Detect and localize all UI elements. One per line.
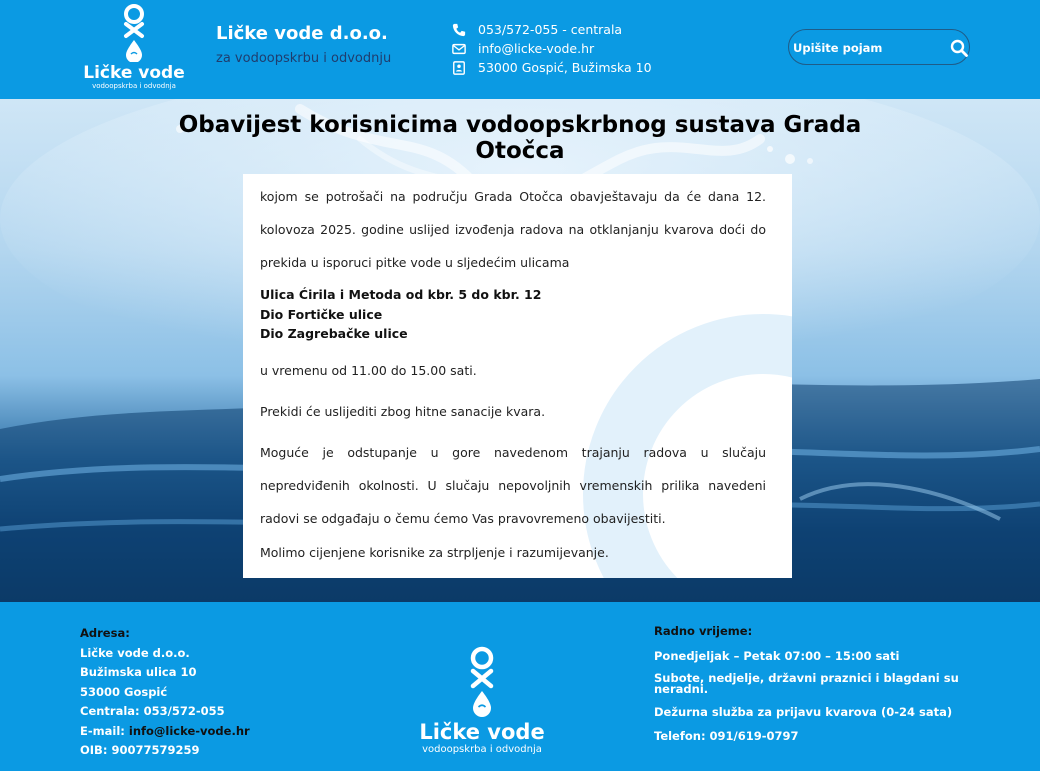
contact-email-text: info@licke-vode.hr <box>478 41 595 56</box>
address-card-icon <box>452 61 466 75</box>
brand-title: Ličke vode d.o.o. <box>216 23 388 44</box>
footer-oib <box>80 741 250 761</box>
phone-icon <box>452 23 466 37</box>
footer-duty: Dežurna služba za prijavu kvarova (0-24 sata) <box>654 705 953 719</box>
footer-phone <box>80 702 250 722</box>
footer-oib-value: 90077579259 <box>111 743 200 757</box>
footer-phone-value[interactable]: 053/572-055 <box>143 704 225 718</box>
footer-address <box>80 624 250 761</box>
contact-address-text: 53000 Gospić, Bužimska 10 <box>478 60 652 75</box>
contact-phone-text: 053/572-055 - centrala <box>478 22 623 37</box>
footer-logo[interactable] <box>402 644 562 755</box>
page-title: Obavijest korisnicima vodoopskrbnog sustava Grada Otočca <box>178 112 862 164</box>
notice-reason: Prekidi će uslijediti zbog hitne sanacije kvara. <box>260 404 546 419</box>
footer-email-link[interactable]: info@licke-vode.hr <box>128 723 250 738</box>
notice-deviation: Moguće je odstupanje u gore navedenom trajanju radova u slučaju nepredviđenih okolnosti. U slučaju nepovoljnih vremenskih prilika navedeni radovi se odgađaju o čemu ćemo Vas pravovremeno obavijestiti. <box>260 445 766 526</box>
contact-address <box>452 58 652 77</box>
footer-city: 53000 Gospić <box>80 684 168 699</box>
footer-logo-name: Ličke vode <box>419 720 545 744</box>
search-input[interactable] <box>793 38 943 58</box>
list-item: Dio Fortičke ulice <box>260 306 383 322</box>
contact-phone[interactable] <box>452 20 652 39</box>
logo-name: Ličke vode <box>83 63 185 83</box>
search-icon[interactable] <box>950 39 968 57</box>
footer-hours <box>654 624 974 743</box>
notice-card <box>243 174 792 578</box>
contact-email[interactable] <box>452 39 652 58</box>
water-drop-logo-icon <box>114 2 154 62</box>
header-contacts <box>452 20 652 77</box>
site-footer <box>0 602 1040 771</box>
footer-street: Bužimska ulica 10 <box>80 665 197 679</box>
logo-subtitle: vodoopskrba i odvodnja <box>92 82 176 90</box>
footer-weekend: Subote, nedjelje, državni praznici i blagdani su neradni. <box>654 671 959 696</box>
water-drop-logo-icon <box>462 644 502 718</box>
footer-company: Ličke vode d.o.o. <box>80 645 190 660</box>
site-header <box>0 0 1040 99</box>
notice-intro: kojom se potrošači na području Grada Otočca obavještavaju da će dana 12. kolovoza 2025. godine uslijed izvođenja radova na otklanjanju kvarova doći do prekida u isporuci pitke vode u sljedećim ulicama <box>260 189 766 270</box>
footer-duty-phone[interactable]: Telefon: 091/619-0797 <box>654 729 799 743</box>
footer-logo-subtitle: vodoopskrba i odvodnja <box>422 744 542 755</box>
search-box <box>788 29 970 65</box>
street-list <box>260 285 541 344</box>
footer-address-heading: Adresa: <box>80 626 130 640</box>
envelope-icon <box>452 42 466 56</box>
footer-oib-label: OIB: <box>80 743 108 757</box>
footer-phone-label: Centrala: <box>80 704 140 718</box>
footer-email <box>80 722 250 742</box>
notice-closing: Molimo cijenjene korisnike za strpljenje i razumijevanje. <box>260 545 609 560</box>
list-item: Dio Zagrebačke ulice <box>260 326 408 341</box>
footer-weekdays: Ponedjeljak – Petak 07:00 – 15:00 sati <box>654 649 900 663</box>
brand-subtitle: za vodoopskrbu i odvodnju <box>216 51 392 66</box>
footer-hours-heading: Radno vrijeme: <box>654 624 753 638</box>
notice-time: u vremenu od 11.00 do 15.00 sati. <box>260 363 477 378</box>
header-logo[interactable] <box>70 2 198 90</box>
footer-email-label: E-mail: <box>80 723 125 738</box>
list-item: Ulica Ćirila i Metoda od kbr. 5 do kbr. 12 <box>260 287 542 302</box>
